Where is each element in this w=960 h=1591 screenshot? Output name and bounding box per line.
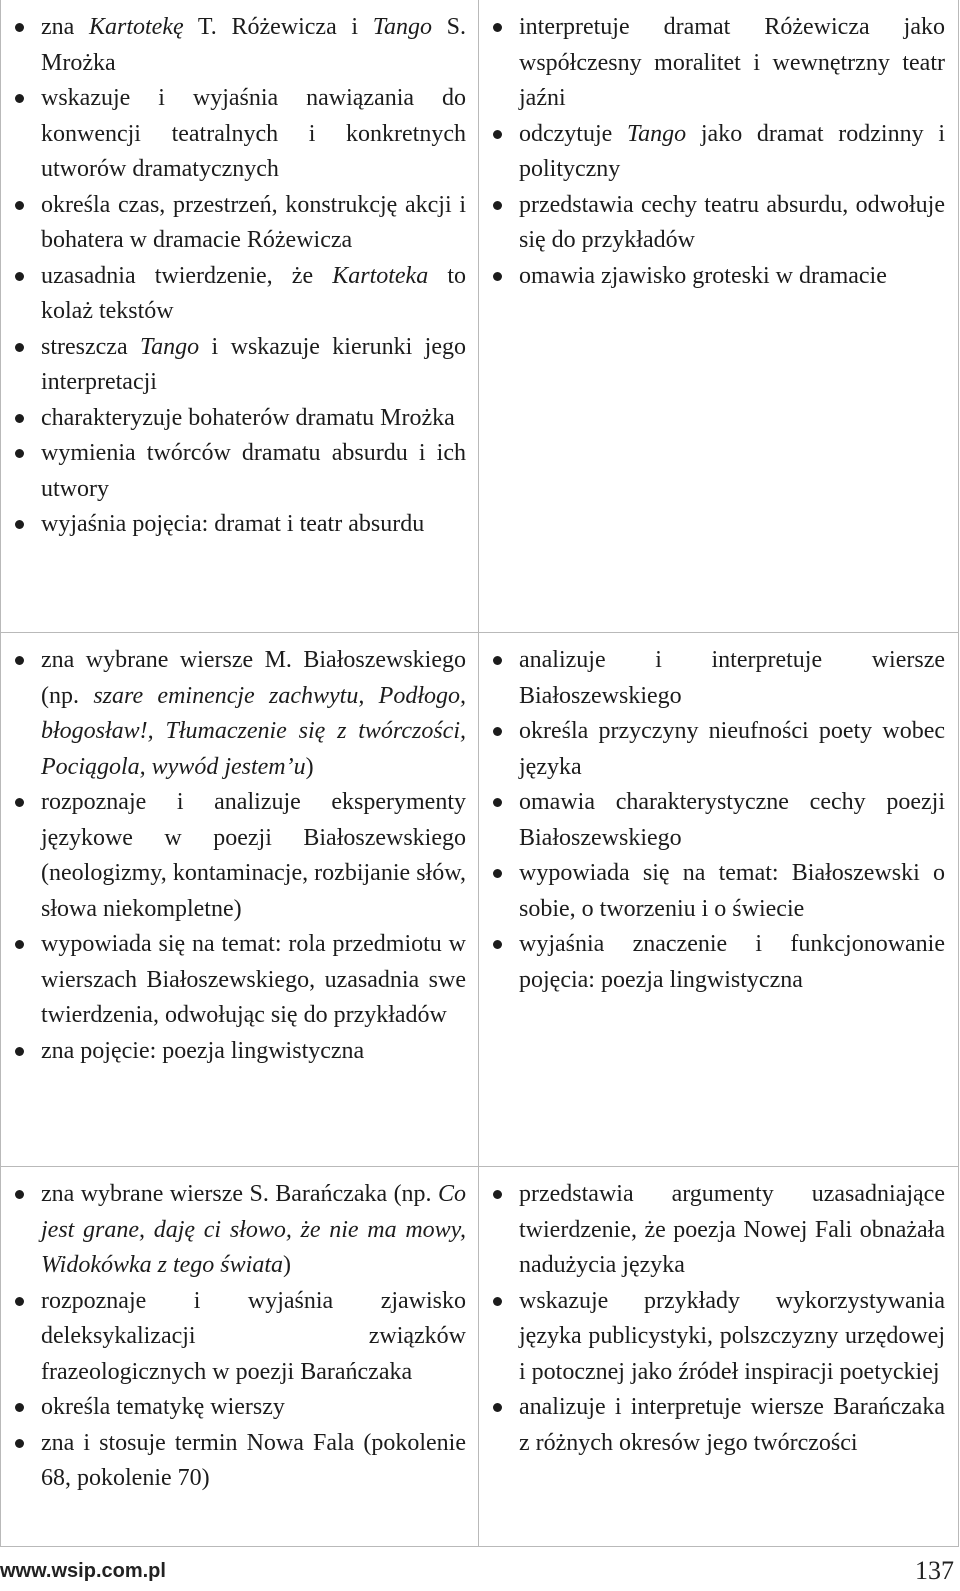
table-row <box>1 1167 958 1547</box>
list-item: wskazuje przykłady wykorzystywania języka publicystyki, polszczyzny urzędowej i potocznej jako źródeł inspiracji poetyckiej <box>491 1284 945 1391</box>
bullet-list <box>491 10 945 294</box>
publisher-url: www.wsip.com.pl <box>0 1560 166 1582</box>
list-item: rozpoznaje i analizuje eksperymenty językowe w poezji Białoszewskiego (neologizmy, kontaminacje, rozbijanie słów, słowa niekompletne) <box>13 785 466 927</box>
list-item: wyjaśnia pojęcia: dramat i teatr absurdu <box>13 507 466 543</box>
list-item: zna wybrane wiersze M. Białoszewskiego (np. szare eminencje zachwytu, Podłogo, błogosław!, Tłumaczenie się z twórczości, Pociągola, wywód jestem’u) <box>13 643 466 785</box>
list-item: zna Kartotekę T. Różewicza i Tango S. Mrożka <box>13 10 466 81</box>
list-item: odczytuje Tango jako dramat rodzinny i polityczny <box>491 117 945 188</box>
extended-requirements-cell <box>479 633 957 1166</box>
list-item: analizuje i interpretuje wiersze Barańczaka z różnych okresów jego twórczości <box>491 1390 945 1461</box>
bullet-list <box>491 643 945 998</box>
list-item: wypowiada się na temat: Białoszewski o sobie, o tworzeniu i o świecie <box>491 856 945 927</box>
list-item: wskazuje i wyjaśnia nawiązania do konwencji teatralnych i konkretnych utworów dramatycznych <box>13 81 466 188</box>
table-row <box>1 633 958 1167</box>
list-item: określa przyczyny nieufności poety wobec języka <box>491 714 945 785</box>
basic-requirements-cell <box>1 0 479 632</box>
bullet-list <box>13 10 466 543</box>
list-item: streszcza Tango i wskazuje kierunki jego interpretacji <box>13 330 466 401</box>
list-item: określa tematykę wierszy <box>13 1390 466 1426</box>
list-item: określa czas, przestrzeń, konstrukcję akcji i bohatera w dramacie Różewicza <box>13 188 466 259</box>
bullet-list <box>13 643 466 1069</box>
basic-requirements-cell <box>1 1167 479 1546</box>
bullet-list <box>491 1177 945 1461</box>
bullet-list <box>13 1177 466 1497</box>
extended-requirements-cell <box>479 1167 957 1546</box>
basic-requirements-cell <box>1 633 479 1166</box>
list-item: wyjaśnia znaczenie i funkcjonowanie pojęcia: poezja lingwistyczna <box>491 927 945 998</box>
list-item: interpretuje dramat Różewicza jako współczesny moralitet i wewnętrzny teatr jaźni <box>491 10 945 117</box>
list-item: przedstawia argumenty uzasadniające twierdzenie, że poezja Nowej Fali obnażała nadużycia języka <box>491 1177 945 1284</box>
list-item: uzasadnia twierdzenie, że Kartoteka to kolaż tekstów <box>13 259 466 330</box>
list-item: omawia charakterystyczne cechy poezji Białoszewskiego <box>491 785 945 856</box>
list-item: wymienia twórców dramatu absurdu i ich utwory <box>13 436 466 507</box>
list-item: charakteryzuje bohaterów dramatu Mrożka <box>13 401 466 437</box>
extended-requirements-cell <box>479 0 957 632</box>
list-item: omawia zjawisko groteski w dramacie <box>491 259 945 295</box>
list-item: zna wybrane wiersze S. Barańczaka (np. Co jest grane, daję ci słowo, że nie ma mowy, Widokówka z tego świata) <box>13 1177 466 1284</box>
list-item: wypowiada się na temat: rola przedmiotu w wierszach Białoszewskiego, uzasadnia swe twierdzenia, odwołując się do przykładów <box>13 927 466 1034</box>
list-item: zna i stosuje termin Nowa Fala (pokolenie 68, pokolenie 70) <box>13 1426 466 1497</box>
table-row <box>1 0 958 633</box>
page-number: 137 <box>915 1556 954 1585</box>
list-item: zna pojęcie: poezja lingwistyczna <box>13 1034 466 1070</box>
list-item: rozpoznaje i wyjaśnia zjawisko deleksykalizacji związków frazeologicznych w poezji Barańczaka <box>13 1284 466 1391</box>
list-item: przedstawia cechy teatru absurdu, odwołuje się do przykładów <box>491 188 945 259</box>
list-item: analizuje i interpretuje wiersze Białoszewskiego <box>491 643 945 714</box>
